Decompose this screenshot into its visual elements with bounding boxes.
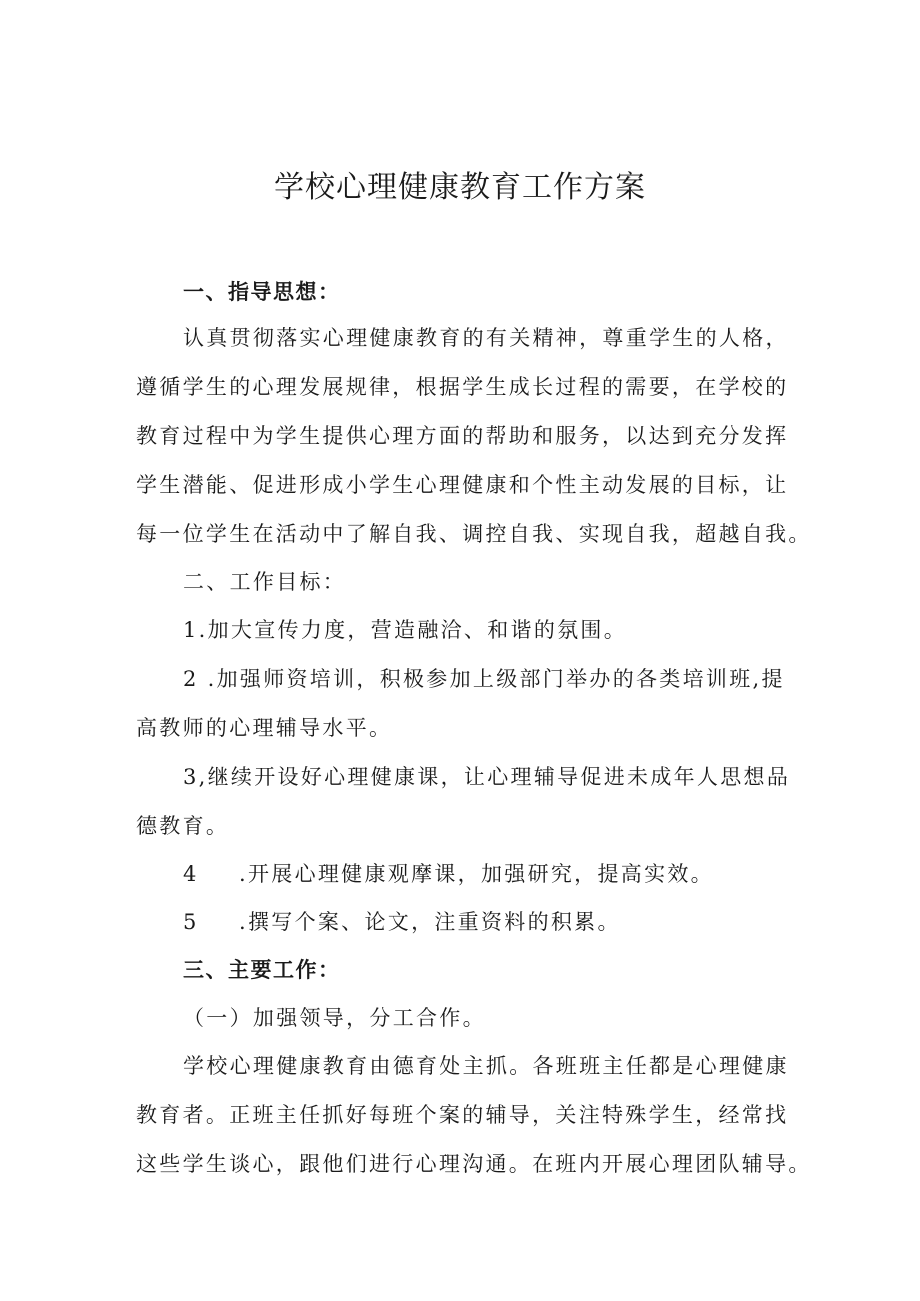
document-title: 学校心理健康教育工作方案: [274, 170, 646, 205]
goal-item-4: [183, 859, 714, 889]
goal-item-3-continuation: 德教育。: [136, 814, 230, 838]
goal-item-1: 1.加大宣传力度，营造融洽、和谐的氛围。: [183, 618, 628, 642]
section-1-heading: 一、指导思想：: [183, 280, 341, 304]
goal-item-5: [183, 907, 621, 937]
paragraph-line: 学校心理健康教育由德育处主抓。各班班主任都是心理健康: [183, 1054, 789, 1078]
goal-item-2: 2 .加强师资培训，积极参加上级部门举办的各类培训班,提: [183, 667, 785, 691]
section-2-heading: 二、工作目标：: [183, 570, 347, 594]
paragraph-line: 认真贯彻落实心理健康教育的有关精神，尊重学生的人格，: [183, 326, 789, 350]
paragraph-line: 教育过程中为学生提供心理方面的帮助和服务，以达到充分发挥: [136, 424, 789, 448]
paragraph-line: 教育者。正班主任抓好每班个案的辅导，关注特殊学生，经常找: [136, 1103, 789, 1127]
goal-item-2-continuation: 高教师的心理辅导水平。: [136, 716, 393, 740]
subsection-heading: （一）加强领导，分工合作。: [183, 1006, 486, 1030]
goal-item-3: 3,继续开设好心理健康课，让心理辅导促进未成年人思想品: [183, 765, 791, 789]
goal-item-4-number: 4: [183, 862, 197, 886]
goal-item-4-text: .开展心理健康观摩课，加强研究，提高实效。: [239, 862, 714, 886]
goal-item-5-text: .撰写个案、论文，注重资料的积累。: [239, 910, 621, 934]
paragraph-line: 每一位学生在活动中了解自我、调控自我、实现自我，超越自我。: [136, 522, 812, 546]
paragraph-line: 学生潜能、促进形成小学生心理健康和个性主动发展的目标，让: [136, 473, 789, 497]
goal-item-5-number: 5: [183, 910, 197, 934]
section-3-heading: 三、主要工作：: [183, 958, 341, 982]
paragraph-line: 这些学生谈心，跟他们进行心理沟通。在班内开展心理团队辅导。: [136, 1152, 812, 1176]
paragraph-line: 遵循学生的心理发展规律，根据学生成长过程的需要，在学校的: [136, 375, 789, 399]
